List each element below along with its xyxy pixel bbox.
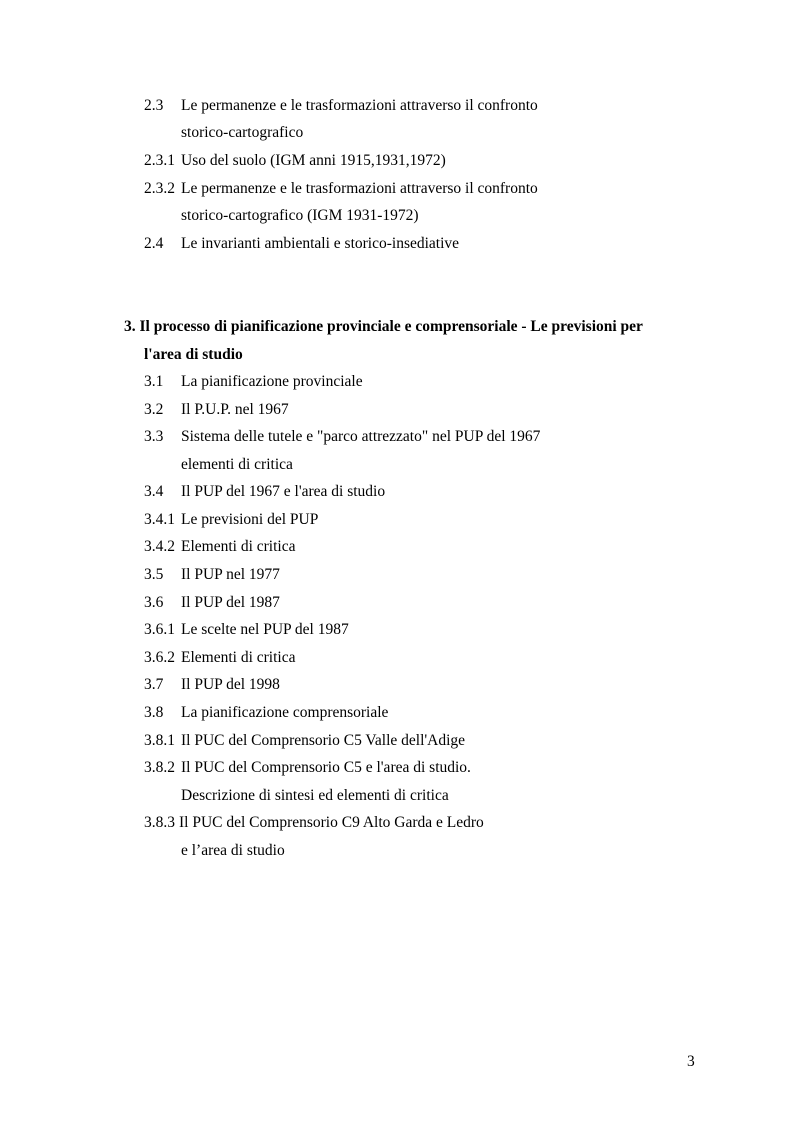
toc-entry-number: 3.2 — [144, 401, 164, 418]
toc-entry-3-6 — [144, 594, 280, 612]
toc-entry-number: 3.6.1 — [144, 621, 175, 638]
toc-entry-number: 3.8 — [144, 704, 164, 721]
toc-entry-continuation: storico-cartografico (IGM 1931-1972) — [181, 207, 419, 224]
toc-entry-3-8 — [144, 704, 388, 722]
toc-entry-title: Le previsioni del PUP — [181, 511, 319, 528]
toc-entry-3-1 — [144, 373, 363, 391]
toc-entry-title: Il PUP del 1987 — [181, 594, 280, 611]
toc-entry-number: 2.3.1 — [144, 152, 175, 169]
toc-entry-number: 2.3.2 — [144, 180, 175, 197]
toc-entry-2-3 — [144, 97, 538, 115]
toc-entry-number: 3.3 — [144, 428, 164, 445]
toc-entry-continuation: e l’area di studio — [181, 842, 285, 859]
toc-entry-title: Le scelte nel PUP del 1987 — [181, 621, 349, 638]
toc-entry-number: 2.3 — [144, 97, 164, 114]
toc-entry-title: Le permanenze e le trasformazioni attraverso il confronto — [181, 97, 538, 114]
toc-entry-number: 3.4 — [144, 483, 164, 500]
toc-entry-3-3 — [144, 428, 540, 446]
toc-entry-number: 3.7 — [144, 676, 164, 693]
toc-entry-title: Il PUP nel 1977 — [181, 566, 280, 583]
toc-entry-title: Il PUC del Comprensorio C9 Alto Garda e Ledro — [179, 814, 484, 831]
toc-entry-number: 3.1 — [144, 373, 164, 390]
toc-entry-number: 3.4.1 — [144, 511, 175, 528]
page-number: 3 — [687, 1053, 695, 1070]
toc-entry-title: Elementi di critica — [181, 649, 296, 666]
chapter-3-title-continuation: l'area di studio — [144, 346, 243, 363]
toc-entry-number: 3.8.2 — [144, 759, 175, 776]
toc-entry-title: Il PUP del 1967 e l'area di studio — [181, 483, 386, 500]
toc-entry-title: Il PUC del Comprensorio C5 e l'area di studio. — [181, 759, 471, 776]
toc-entry-3-8-3 — [144, 814, 484, 832]
toc-entry-number: 3.6.2 — [144, 649, 175, 666]
toc-entry-title: Il PUP del 1998 — [181, 676, 280, 693]
toc-entry-3-4-2 — [144, 538, 295, 556]
toc-entry-number: 3.4.2 — [144, 538, 175, 555]
toc-entry-3-5 — [144, 566, 280, 584]
toc-entry-title: Il PUC del Comprensorio C5 Valle dell'Adige — [181, 732, 466, 749]
chapter-3-title: 3. Il processo di pianificazione provinciale e comprensoriale - Le previsioni per — [124, 318, 643, 335]
toc-entry-3-2 — [144, 401, 289, 419]
toc-entry-title: Il P.U.P. nel 1967 — [181, 401, 289, 418]
toc-entry-title: La pianificazione comprensoriale — [181, 704, 389, 721]
toc-entry-title: Sistema delle tutele e "parco attrezzato" nel PUP del 1967 — [181, 428, 541, 445]
toc-entry-3-8-2 — [144, 759, 471, 777]
toc-entry-2-3-2 — [144, 180, 538, 198]
toc-entry-3-7 — [144, 676, 280, 694]
toc-entry-2-4 — [144, 235, 459, 253]
toc-entry-3-4-1 — [144, 511, 318, 529]
toc-entry-number: 3.6 — [144, 594, 164, 611]
toc-entry-continuation: Descrizione di sintesi ed elementi di critica — [181, 787, 449, 804]
toc-entry-3-4 — [144, 483, 385, 501]
toc-entry-title: Uso del suolo (IGM anni 1915,1931,1972) — [181, 152, 446, 169]
toc-entry-continuation: elementi di critica — [181, 456, 293, 473]
toc-entry-title: Le invarianti ambientali e storico-insediative — [181, 235, 460, 252]
toc-entry-number: 3.5 — [144, 566, 164, 583]
toc-entry-2-3-1 — [144, 152, 446, 170]
toc-entry-continuation: storico-cartografico — [181, 124, 304, 141]
toc-entry-title: Elementi di critica — [181, 538, 296, 555]
toc-entry-3-6-2 — [144, 649, 295, 667]
toc-entry-number: 2.4 — [144, 235, 164, 252]
toc-entry-title: Le permanenze e le trasformazioni attraverso il confronto — [181, 180, 538, 197]
toc-entry-title: La pianificazione provinciale — [181, 373, 363, 390]
toc-entry-number: 3.8.3 — [144, 814, 175, 831]
toc-entry-number: 3.8.1 — [144, 732, 175, 749]
toc-entry-3-8-1 — [144, 732, 465, 750]
toc-entry-3-6-1 — [144, 621, 349, 639]
